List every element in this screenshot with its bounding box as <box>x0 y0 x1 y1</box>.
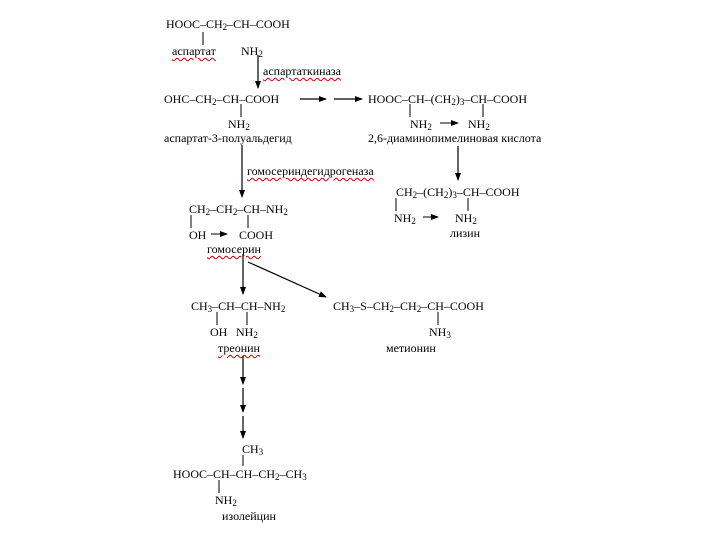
methionine-formula <box>333 299 484 313</box>
lysine-name: лизин <box>450 226 480 240</box>
formula-subscript: 2 <box>275 472 280 482</box>
formula-part: –CH <box>210 202 233 216</box>
homoserine-hydroxy-group: OH <box>189 228 207 242</box>
formula-part: NH <box>228 117 246 131</box>
formula-part: –CH–COOH <box>456 185 520 199</box>
formula-subscript: 3 <box>459 97 465 107</box>
dap-name: 2,6-диаминопимелиновая кислота <box>368 131 542 145</box>
formula-subscript: 2 <box>253 330 258 340</box>
formula-part: NH <box>455 211 473 225</box>
formula-part: CH <box>242 442 259 456</box>
lysine-right-amino-group <box>455 211 477 225</box>
formula-part: NH <box>215 493 233 507</box>
formula-subscript: 3 <box>302 472 307 482</box>
formula-part: HOOC–CH–CH–CH <box>173 467 276 481</box>
formula-part: –CH–COOH <box>421 299 484 313</box>
formula-subscript: 2 <box>212 97 217 107</box>
formula-part: HOOC–CH <box>166 17 223 31</box>
formula-subscript: 3 <box>446 330 451 340</box>
formula-subscript: 2 <box>222 22 228 32</box>
threonine-formula <box>191 299 285 313</box>
homoserine-carboxy-group: COOH <box>239 228 274 242</box>
formula-part: NH <box>410 117 428 131</box>
dap-right-amino-group <box>468 117 490 131</box>
homoserine-name: гомосерин <box>207 242 261 256</box>
formula-subscript: 3 <box>349 304 355 314</box>
formula-subscript: 2 <box>280 304 286 314</box>
formula-part: –CH <box>394 299 417 313</box>
dap-formula <box>368 92 527 106</box>
formula-subscript: 2 <box>443 190 449 200</box>
formula-part: –CH–COOH <box>216 92 280 106</box>
isoleucine-methyl-group <box>242 442 263 456</box>
formula-subscript: 2 <box>205 207 211 217</box>
formula-subscript: 3 <box>258 447 264 457</box>
formula-subscript: 3 <box>452 190 457 200</box>
formula-subscript: 2 <box>412 190 418 200</box>
formula-subscript: 2 <box>258 49 263 59</box>
formula-subscript: 2 <box>232 498 237 508</box>
methionine-amino-group <box>429 325 451 339</box>
formula-subscript: 2 <box>283 207 288 217</box>
formula-part: –CH–COOH <box>464 92 528 106</box>
formula-part: NH <box>394 211 412 225</box>
lysine-left-amino-group <box>394 211 416 225</box>
dap-left-amino-group <box>410 117 432 131</box>
formula-part: CH <box>189 202 206 216</box>
formula-subscript: 2 <box>411 216 416 226</box>
semialdehyde-formula <box>164 92 279 106</box>
formula-part: –CH–COOH <box>227 17 290 31</box>
formula-part: CH <box>191 299 208 313</box>
formula-part: –CH <box>279 467 303 481</box>
formula-part: NH <box>468 117 486 131</box>
formula-part: CH <box>333 299 350 313</box>
threonine-amino-group <box>236 325 258 339</box>
formula-part: HOOC–CH–(CH <box>368 92 452 106</box>
formula-subscript: 2 <box>245 122 250 132</box>
enzyme-homoserine-dehydrogenase: гомосериндегидрогеназа <box>247 164 374 178</box>
formula-part: –CH–CH–NH <box>212 299 281 313</box>
formula-part: ) <box>455 92 460 106</box>
aspartate-name: аспартат <box>172 44 216 58</box>
formula-part: NH <box>236 325 254 339</box>
formula-subscript: 2 <box>389 304 395 314</box>
formula-part: –S–CH <box>354 299 390 313</box>
aspartate-formula <box>166 17 290 31</box>
formula-part: ) <box>448 185 453 199</box>
semialdehyde-amino-group <box>228 117 250 131</box>
isoleucine-name: изолейцин <box>222 509 276 523</box>
formula-subscript: 2 <box>485 122 490 132</box>
formula-part: –CH–NH <box>237 202 284 216</box>
formula-part: NH <box>429 325 447 339</box>
isoleucine-formula <box>173 467 307 481</box>
lysine-formula <box>396 185 520 199</box>
threonine-hydroxy-group: OH <box>210 325 228 339</box>
formula-part: NH <box>241 44 259 58</box>
methionine-name: метионин <box>386 341 436 355</box>
aspartate-amino-group <box>241 44 263 58</box>
formula-part: OHC–CH <box>164 92 213 106</box>
formula-subscript: 2 <box>232 207 238 217</box>
isoleucine-amino-group <box>215 493 237 507</box>
formula-subscript: 3 <box>207 304 213 314</box>
semialdehyde-name: аспартат-3-полуальдегид <box>164 131 292 145</box>
threonine-name: треонин <box>218 341 260 355</box>
homoserine-formula <box>189 202 288 216</box>
enzyme-aspartate-kinase: аспартаткиназа <box>263 64 341 78</box>
formula-subscript: 2 <box>451 97 456 107</box>
formula-subscript: 2 <box>427 122 432 132</box>
formula-part: –(CH <box>417 185 444 199</box>
arrow-homoserine-to-methionine <box>248 262 326 297</box>
formula-subscript: 2 <box>416 304 422 314</box>
formula-part: CH <box>396 185 413 199</box>
formula-subscript: 2 <box>472 216 477 226</box>
